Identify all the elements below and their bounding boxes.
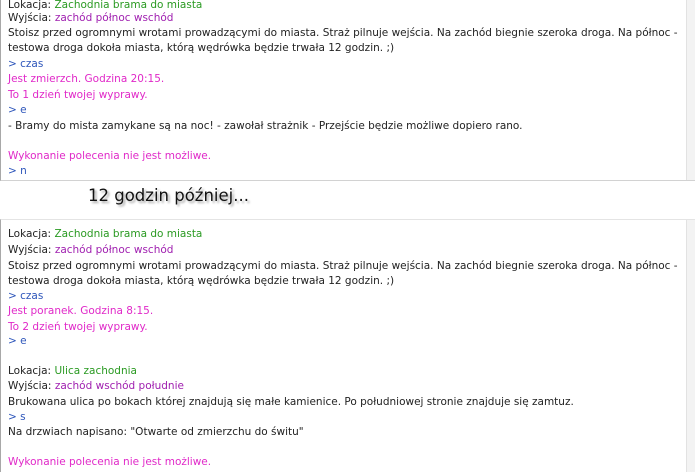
command-echo: > e [8,104,27,116]
command-echo: > s [8,411,26,423]
console-panel-after[interactable] [0,219,695,472]
sign-message: Na drzwiach napisano: "Otwarte od zmierzchu do świtu" [8,426,304,438]
error-message: Wykonanie polecenia nie jest możliwe. [8,150,212,162]
location-line [8,228,681,241]
exits-value: zachód północ wschód [54,244,174,256]
exits-value: zachód wschód południe [54,380,184,392]
location-label: Lokacja: [8,0,52,11]
location-value: Zachodnia brama do miasta [54,228,203,240]
location-line [8,365,681,378]
time-message: Jest zmierzch. Godzina 20:15. [8,73,165,85]
exits-label: Wyjścia: [8,12,52,24]
time-skip-caption: 12 godzin później... [88,186,249,205]
location-line [8,0,681,12]
day-message: To 1 dzień twojej wyprawy. [8,89,148,101]
error-message: Wykonanie polecenia nie jest możliwe. [8,456,212,468]
vertical-scrollbar[interactable] [686,220,695,472]
room-description: Stoisz przed ogromnymi wrotami prowadzącymi do miasta. Straż pilnuje wejścia. Na zachód biegnie szeroka droga. Na północ - testowa droga dokoła miasta, którą wędrówka będzie trwała 12 godzin. ;) [8,27,678,55]
day-message: To 2 dzień twojej wyprawy. [8,321,148,333]
exits-line [8,12,681,25]
guard-message: - Bramy do mista zamykane są na noc! - zawołał strażnik - Przejście będzie możliwe dopiero rano. [8,120,523,132]
console-panel-before[interactable] [0,0,695,181]
exits-line [8,380,681,393]
room-description: Stoisz przed ogromnymi wrotami prowadzącymi do miasta. Straż pilnuje wejścia. Na zachód biegnie szeroka droga. Na północ - testowa droga dokoła miasta, którą wędrówka będzie trwała 12 godzin. ;) [8,260,678,288]
room-description: Brukowana ulica po bokach której znajdują się małe kamienice. Po południowej stronie znajduje się zamtuz. [8,396,574,408]
command-echo: > e [8,335,27,347]
vertical-scrollbar[interactable] [686,0,695,180]
exits-label: Wyjścia: [8,244,52,256]
location-label: Lokacja: [8,228,52,240]
location-value: Ulica zachodnia [54,365,137,377]
location-value: Zachodnia brama do miasta [54,0,203,11]
location-label: Lokacja: [8,365,52,377]
command-echo: > czas [8,290,44,302]
command-echo: > czas [8,58,44,70]
exits-value: zachód północ wschód [54,12,174,24]
time-message: Jest poranek. Godzina 8:15. [8,305,154,317]
exits-line [8,244,681,257]
command-echo: > n [8,165,27,177]
exits-label: Wyjścia: [8,380,52,392]
